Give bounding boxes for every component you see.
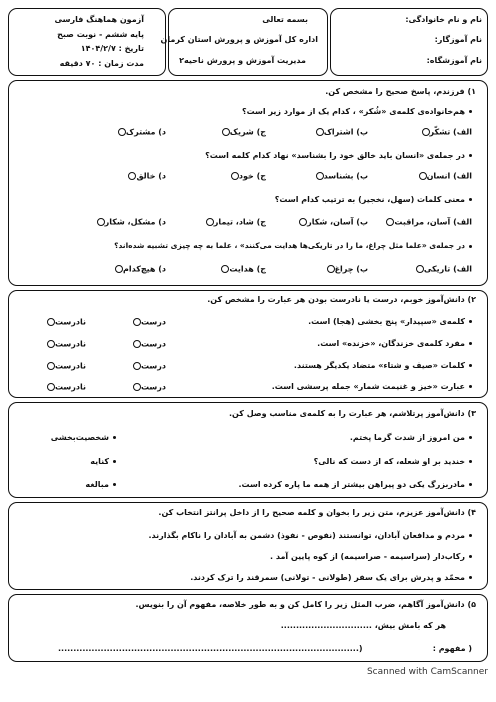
q3-option[interactable]: شخصیت‌بخشی <box>51 434 116 442</box>
radio-circle-icon[interactable] <box>231 172 239 180</box>
radio-circle-icon[interactable] <box>419 172 427 180</box>
q2-statement: عبارت «خیز و غنیمت شمار» جمله پرسشی است. <box>272 383 472 391</box>
date-row: تاریخ : ۱۴۰۴/۲/۷ <box>80 44 144 53</box>
bullet-icon <box>113 483 116 486</box>
q3-item: خندید بر او شعله، که از دست که نالی؟ <box>314 458 472 466</box>
bullet-icon <box>469 154 472 157</box>
q4-item: محمّد و پدرش برای یک سفر (طولانی - تولانی) سمرقند را ترک کردند. <box>190 574 472 582</box>
q3-item: من امروز از شدت گرما پختم. <box>350 434 472 442</box>
radio-circle-icon[interactable] <box>416 265 424 273</box>
q1-title: ۱) فرزندم، پاسخ صحیح را مشخص کن. <box>325 87 476 96</box>
option[interactable]: ج) شریک <box>220 128 266 137</box>
bullet-icon <box>469 436 472 439</box>
option[interactable]: ب) بشناسد <box>314 172 368 181</box>
bullet-icon <box>469 534 472 537</box>
q5-meaning-label: ( مفهوم : <box>432 644 472 653</box>
option[interactable]: الف) تاریکی <box>414 265 472 274</box>
radio-circle-icon[interactable] <box>133 318 141 326</box>
dept-name: اداره کل آموزش و پرورش استان کرمان <box>160 35 318 44</box>
q4-item: مردم و مدافعان آبادان، توانستند (نفوص - نفوذ) دشمن به آبادان را ناکام بگذارند. <box>148 532 472 540</box>
true-option[interactable]: درست <box>131 362 166 371</box>
q3-option[interactable]: مبالغه <box>85 481 116 489</box>
option[interactable]: ج) شاد، تیمار <box>204 218 266 227</box>
true-option[interactable]: درست <box>131 383 166 392</box>
option[interactable]: د) مشترک <box>116 128 166 137</box>
bullet-icon <box>469 198 472 201</box>
name-label: نام و نام خانوادگی: <box>405 15 482 24</box>
option[interactable]: ب) چراغ <box>325 265 368 274</box>
grade-label: پایه ششم - نوبت صبح <box>57 30 144 39</box>
q1-item-4: در جمله‌ی «علما مثل چراغ، ما را در تاریکی‌ها هدایت می‌کنند» ، علما به چه چیزی تشبیه شده‌اند؟ <box>114 242 472 250</box>
radio-circle-icon[interactable] <box>222 128 230 136</box>
q2-statement: مفرد کلمه‌ی خزندگان، «خزنده» است. <box>317 340 472 348</box>
bullet-icon <box>469 576 472 579</box>
option[interactable]: الف) تشکّر <box>420 128 473 137</box>
false-option[interactable]: نادرست <box>45 340 86 349</box>
option[interactable]: د) مشکل، شکار <box>95 218 166 227</box>
radio-circle-icon[interactable] <box>115 265 123 273</box>
office-name: مدیریت آموزش و پرورش ناحیه۲ <box>179 56 306 65</box>
bismillah: بسمه تعالی <box>262 15 308 24</box>
option[interactable]: الف) انسان <box>417 172 472 181</box>
radio-circle-icon[interactable] <box>133 340 141 348</box>
footer-watermark: Scanned with CamScanner <box>366 667 488 677</box>
q5-title: ۵) دانش‌آموز آگاهم، ضرب المثل زیر را کامل کن و به طور خلاصه، مفهوم آن را بنویس. <box>135 600 476 609</box>
radio-circle-icon[interactable] <box>47 318 55 326</box>
radio-circle-icon[interactable] <box>206 218 214 226</box>
q3-item: مادربزرگ یکی دو پیراهن بیشتر از همه ما پاره کرده است. <box>239 481 473 489</box>
false-option[interactable]: نادرست <box>45 362 86 371</box>
radio-circle-icon[interactable] <box>47 362 55 370</box>
bullet-icon <box>113 460 116 463</box>
bullet-icon <box>469 110 472 113</box>
q4-item: رکاب‌دار (سراسیمه - صراسیمه) از کوه پایین آمد . <box>270 553 472 561</box>
radio-circle-icon[interactable] <box>118 128 126 136</box>
q3-title: ۳) دانش‌آموز پرتلاشم، هر عبارت را به کلمه‌ی مناسب وصل کن. <box>229 409 476 418</box>
radio-circle-icon[interactable] <box>47 383 55 391</box>
q5-meaning-line[interactable]: ...................................................................................................) <box>58 644 363 653</box>
radio-circle-icon[interactable] <box>97 218 105 226</box>
radio-circle-icon[interactable] <box>422 128 430 136</box>
q5-proverb-line[interactable]: هر که بامش بیش، .............................. <box>280 621 446 630</box>
q2-statement: کلمات «صیف و شتاء» متضاد یکدیگر هستند. <box>294 362 472 370</box>
option[interactable]: د) خالق <box>126 172 166 181</box>
bullet-icon <box>469 364 472 367</box>
bullet-icon <box>469 483 472 486</box>
bullet-icon <box>113 436 116 439</box>
school-label: نام آموزشگاه: <box>426 56 482 65</box>
q1-item-2: در جمله‌ی «انسان باید خالق خود را بشناسد» نهاد کدام کلمه است؟ <box>205 152 472 160</box>
q1-item-1: هم‌خانواده‌ی کلمه‌ی «شُکر» ، کدام یک از موارد زیر است؟ <box>242 108 472 116</box>
bullet-icon <box>469 460 472 463</box>
true-option[interactable]: درست <box>131 340 166 349</box>
q4-title: ۴) دانش‌آموز عزیزم، متن زیر را بخوان و کلمه صحیح را از داخل پرانتز انتخاب کن. <box>158 508 476 517</box>
true-option[interactable]: درست <box>131 318 166 327</box>
bullet-icon <box>469 342 472 345</box>
option[interactable]: د) هیچ‌کدام <box>113 265 166 274</box>
false-option[interactable]: نادرست <box>45 383 86 392</box>
bullet-icon <box>469 320 472 323</box>
bullet-icon <box>469 245 472 248</box>
radio-circle-icon[interactable] <box>316 172 324 180</box>
false-option[interactable]: نادرست <box>45 318 86 327</box>
q2-statement: کلمه‌ی «سپیدار» پنج بخشی (هجا) است. <box>308 318 472 326</box>
option[interactable]: ب) اشتراک <box>314 128 368 137</box>
radio-circle-icon[interactable] <box>133 362 141 370</box>
duration-label: مدت زمان : ۷۰ دقیقه <box>59 59 144 68</box>
teacher-label: نام آموزگار: <box>434 35 482 44</box>
option[interactable]: الف) آسان، مراقبت <box>384 218 472 227</box>
q2-title: ۲) دانش‌آموز خوبم، درست یا نادرست بودن هر عبارت را مشخص کن. <box>207 295 476 304</box>
bullet-icon <box>469 555 472 558</box>
radio-circle-icon[interactable] <box>47 340 55 348</box>
radio-circle-icon[interactable] <box>327 265 335 273</box>
option[interactable]: ب) آسان، شکار <box>297 218 368 227</box>
radio-circle-icon[interactable] <box>299 218 307 226</box>
bullet-icon <box>469 385 472 388</box>
option[interactable]: ج) هدایت <box>219 265 266 274</box>
q1-item-3: معنی کلمات (سهل، نخجیر) به ترتیب کدام است؟ <box>275 196 472 204</box>
option[interactable]: ج) خود <box>229 172 266 181</box>
exam-title: آزمون هماهنگ فارسی <box>54 15 144 24</box>
q3-option[interactable]: کنایه <box>90 458 116 466</box>
radio-circle-icon[interactable] <box>133 383 141 391</box>
radio-circle-icon[interactable] <box>316 128 324 136</box>
